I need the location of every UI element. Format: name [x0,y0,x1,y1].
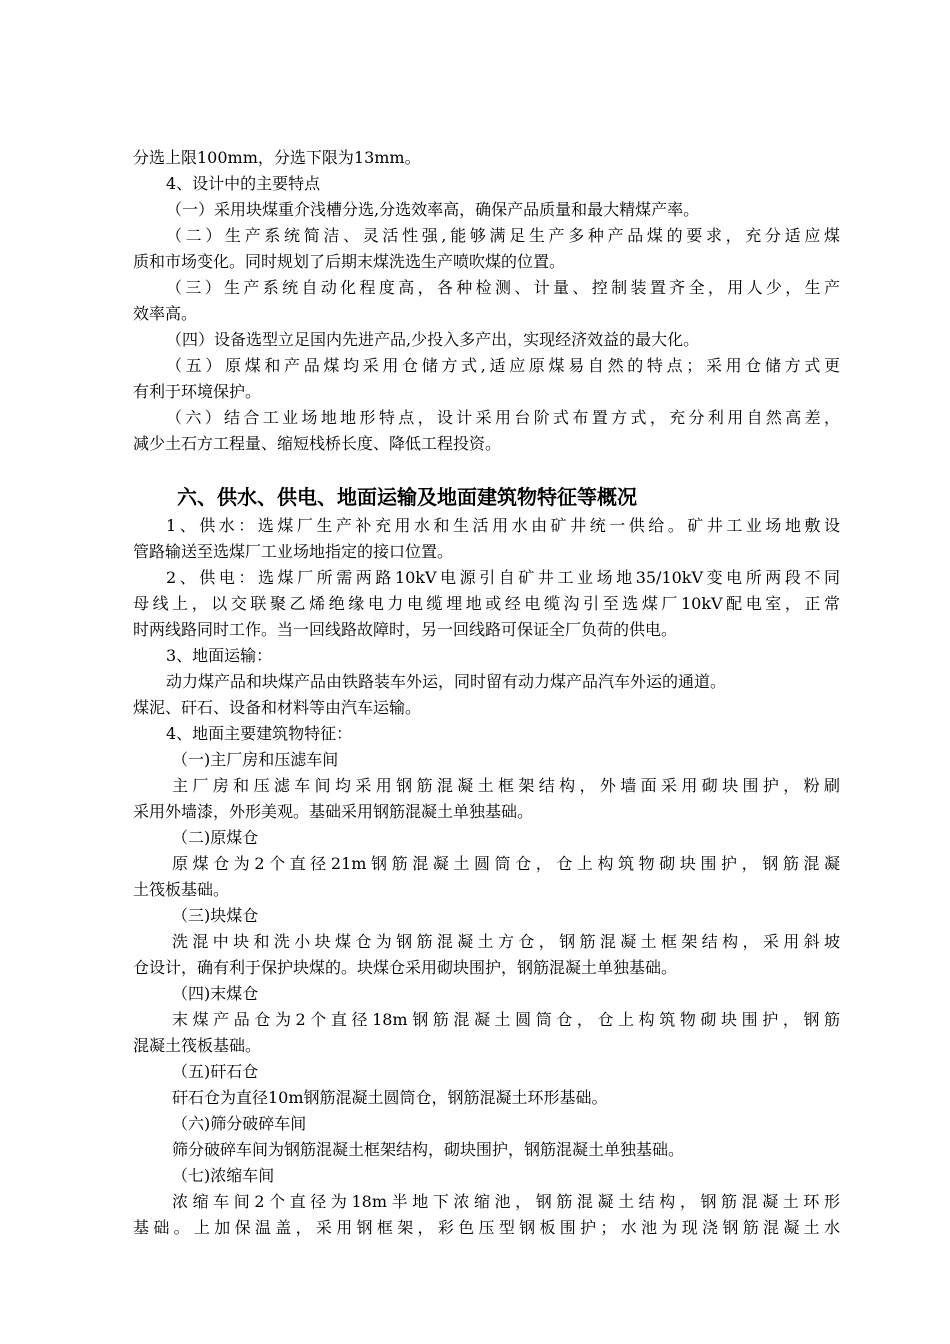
paragraph-line: 煤泥、矸石、设备和材料等由汽车运输。 [133,698,422,717]
section-item: 4、地面主要建筑物特征： [166,724,353,743]
text-line: 质和市场变化。同时规划了后期末煤洗选生产喷吹煤的位置。 [133,252,566,271]
subsection-title: （一)主厂房和压滤车间 [172,750,339,769]
paragraph-line: 浓缩车间2个直径为18m半地下浓缩池，钢筋混凝土结构，钢筋混凝土环形 [172,1192,840,1211]
paragraph-line: 母线上，以交联聚乙烯绝缘电力电缆埋地或经电缆沟引至选煤厂10kV配电室，正常 [133,594,840,613]
paragraph-line: 2、供电：选煤厂所需两路10kV电源引自矿井工业场地35/10kV变电所两段不同 [166,568,840,587]
list-item: （四）设备选型立足国内先进产品,少投入多产出，实现经济效益的最大化。 [166,330,700,349]
section-item: 4、设计中的主要特点 [166,174,321,193]
text-line: 分选上限100mm，分选下限为13mm。 [133,148,421,167]
section-item: 3、地面运输： [166,646,273,665]
paragraph-line: 1、供水：选煤厂生产补充用水和生活用水由矿井统一供给。矿井工业场地敷设 [166,516,840,535]
list-item: （五）原煤和产品煤均采用仓储方式,适应原煤易自然的特点；采用仓储方式更 [166,356,840,375]
paragraph-line: 主厂房和压滤车间均采用钢筋混凝土框架结构，外墙面采用砌块围护，粉刷 [172,776,840,795]
paragraph-line: 筛分破碎车间为钢筋混凝土框架结构，砌块围护，钢筋混凝土单独基础。 [172,1140,685,1159]
text-line: 减少土石方工程量、缩短栈桥长度、降低工程投资。 [133,434,502,453]
paragraph-line: 矸石仓为直径10m钢筋混凝土圆筒仓，钢筋混凝土环形基础。 [172,1088,608,1107]
paragraph-line: 基础。上加保温盖，采用钢框架，彩色压型钢板围护；水池为现浇钢筋混凝土水 [133,1218,840,1237]
paragraph-line: 末煤产品仓为2个直径18m钢筋混凝土圆筒仓，仓上构筑物砌块围护，钢筋 [172,1010,840,1029]
section-heading: 六、供水、供电、地面运输及地面建筑物特征等概况 [177,485,637,509]
list-item: （二）生产系统简洁、灵活性强,能够满足生产多种产品煤的要求，充分适应煤 [166,226,840,245]
paragraph-line: 洗混中块和洗小块煤仓为钢筋混凝土方仓，钢筋混凝土框架结构，采用斜坡 [172,932,840,951]
paragraph-line: 土筏板基础。 [133,880,230,899]
subsection-title: （七)浓缩车间 [172,1166,275,1185]
paragraph-line: 原煤仓为2个直径21m钢筋混凝土圆筒仓，仓上构筑物砌块围护，钢筋混凝 [172,854,840,873]
paragraph-line: 管路输送至选煤厂工业场地指定的接口位置。 [133,542,454,561]
subsection-title: （二)原煤仓 [172,828,259,847]
paragraph-line: 动力煤产品和块煤产品由铁路装车外运，同时留有动力煤产品汽车外运的通道。 [166,672,727,691]
paragraph-line: 仓设计，确有利于保护块煤的。块煤仓采用砌块围护，钢筋混凝土单独基础。 [133,958,678,977]
subsection-title: （六)筛分破碎车间 [172,1114,307,1133]
text-line: 效率高。 [133,304,198,323]
list-item: （六）结合工业场地地形特点，设计采用台阶式布置方式，充分利用自然高差， [166,408,840,427]
list-item: （三）生产系统自动化程度高，各种检测、计量、控制装置齐全，用人少，生产 [166,278,840,297]
text-line: 有利于环境保护。 [133,382,262,401]
subsection-title: （三)块煤仓 [172,906,259,925]
list-item: （一）采用块煤重介浅槽分选,分选效率高，确保产品质量和最大精煤产率。 [166,200,700,219]
subsection-title: （四)末煤仓 [172,984,259,1003]
paragraph-line: 采用外墙漆，外形美观。基础采用钢筋混凝土单独基础。 [133,802,534,821]
subsection-title: （五)矸石仓 [172,1062,259,1081]
paragraph-line: 混凝土筏板基础。 [133,1036,262,1055]
paragraph-line: 时两线路同时工作。当一回线路故障时，另一回线路可保证全厂负荷的供电。 [133,620,678,639]
